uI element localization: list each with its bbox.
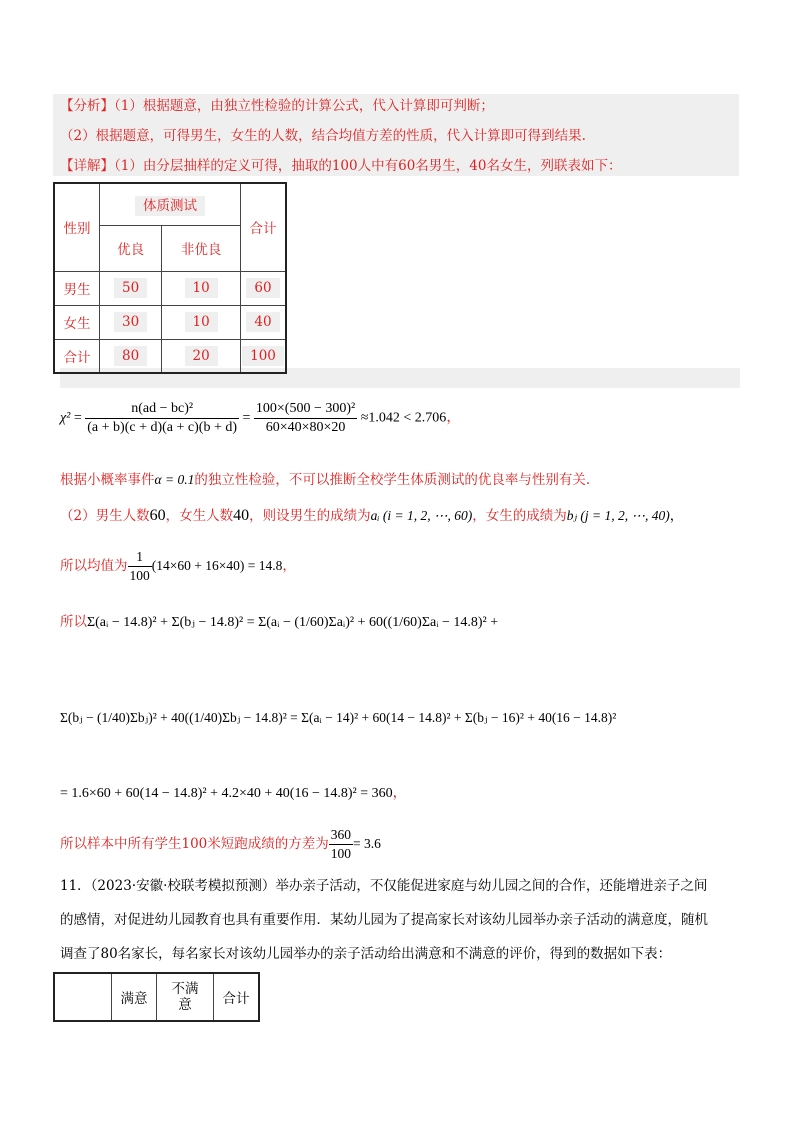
variance-line3: = 1.6×60 + 60(14 − 14.8)² + 4.2×40 + 40(16 − 14.8)² = 360， — [60, 786, 407, 801]
chi-comma: ， — [446, 410, 461, 426]
chi-result: ≈1.042 < 2.706 — [360, 410, 447, 426]
variance-line1: 所以Σ(aᵢ − 14.8)² + Σ(bⱼ − 14.8)² = Σ(aᵢ − (1/60)Σaᵢ)² + 60((1/60)Σaᵢ − 14.8)² + — [60, 614, 499, 630]
conclusion-1: 根据小概率事件α = 0.1的独立性检验，不可以推断全校学生体质测试的优良率与性别有关. — [60, 472, 591, 488]
table-row — [54, 305, 286, 339]
header-good: 优良 — [100, 225, 162, 271]
header-unsatisfied: 不满 意 — [157, 973, 214, 1021]
chi-symbol: χ² — [60, 410, 71, 426]
part2-line: （2）男生人数60，女生人数40，则设男生的成绩为aᵢ (i = 1, 2, ⋯, 60)，女生的成绩为bⱼ (j = 1, 2, ⋯, 40)， — [60, 507, 684, 524]
cell-notgood: 10 — [162, 305, 241, 339]
cell-total: 40 — [241, 305, 287, 339]
analysis-line1 — [60, 96, 494, 116]
detail-tag: 【详解】 — [60, 158, 114, 174]
alpha-value: α = 0.1 — [154, 472, 195, 487]
chi-frac1: $\frac{\text{n(ad − bc)²}}{(a + b)(c + d)(a + c)(b + d)}$ — [87, 401, 237, 435]
cell-notgood: 10 — [162, 271, 241, 305]
header-test: 体质测试 — [100, 183, 241, 225]
q11-line3: 调查了80名家长，每名家长对该幼儿园举办的亲子活动给出满意和不满意的评价，得到的数据如下表： — [60, 946, 672, 962]
final-frac: $\frac{360}{100}$ — [330, 827, 352, 861]
chi-frac2: $\frac{\text{100×(500 − 300)²}}{60\times 40\times 80\times 20}$ — [255, 401, 356, 435]
final-line: 所以样本中所有学生100米短跑成绩的方差为 $\frac{360}{100}$ = 3.6 — [60, 827, 381, 861]
cell-notgood: 20 — [162, 339, 241, 373]
header-satisfied: 满意 — [112, 973, 157, 1021]
row-label: 女生 — [54, 305, 100, 339]
q11-line2: 的感情，对促进幼儿园教育也具有重要作用．某幼儿园为了提高家长对该幼儿园举办亲子活动的满意度，随机 — [60, 912, 708, 928]
detail-line1 — [60, 156, 621, 176]
contingency-table — [53, 182, 287, 374]
mean-line: 所以均值为 $\frac{1}{100}$ (14×60 + 16×40) = 14.8， — [60, 549, 296, 583]
header-total2: 合计 — [214, 973, 260, 1021]
cell-total: 60 — [241, 271, 287, 305]
blank-cell — [54, 973, 112, 1021]
analysis-line2: （2）根据题意，可得男生，女生的人数，结合均值方差的性质，代入计算即可得到结果. — [60, 128, 586, 144]
cell-total: 100 — [241, 339, 287, 373]
row-label: 合计 — [54, 339, 100, 373]
q11-line1: 11．（2023·安徽·校联考模拟预测）举办亲子活动，不仅能促进家庭与幼儿园之间的合作，还能增进亲子之间 — [60, 878, 708, 894]
row-label: 男生 — [54, 271, 100, 305]
detail-text1: （1）由分层抽样的定义可得，抽取的100人中有60名男生，40名女生，列联表如下： — [114, 158, 622, 174]
cell-good: 80 — [100, 339, 162, 373]
chi-square-formula: χ² = $\frac{\text{n(ad − bc)²}}{(a + b)(c + d)(a + c)(b + d)}$ = $\frac{\text{100×(500 − 300)²}}{60\times 40\times 80\times 20}$ ≈1.042 < 2.706， — [60, 401, 461, 435]
analysis-text1: （1）根据题意，由独立性检验的计算公式，代入计算即可判断； — [114, 98, 494, 114]
variance-line2: Σ(bⱼ − (1/40)Σbⱼ)² + 40((1/40)Σbⱼ − 14.8)² = Σ(aᵢ − 14)² + 60(14 − 14.8)² + Σ(bⱼ − 16)² + 40(16 − 14.8)² — [60, 710, 617, 725]
analysis-tag: 【分析】 — [60, 98, 114, 114]
cell-good: 30 — [100, 305, 162, 339]
table-row — [54, 271, 286, 305]
header-total: 合计 — [241, 183, 287, 271]
mean-frac: $\frac{1}{100}$ — [129, 549, 150, 583]
table-row — [54, 339, 286, 373]
header-gender: 性别 — [54, 183, 100, 271]
cell-good: 50 — [100, 271, 162, 305]
satisfaction-table — [53, 972, 260, 1022]
header-notgood: 非优良 — [162, 225, 241, 271]
